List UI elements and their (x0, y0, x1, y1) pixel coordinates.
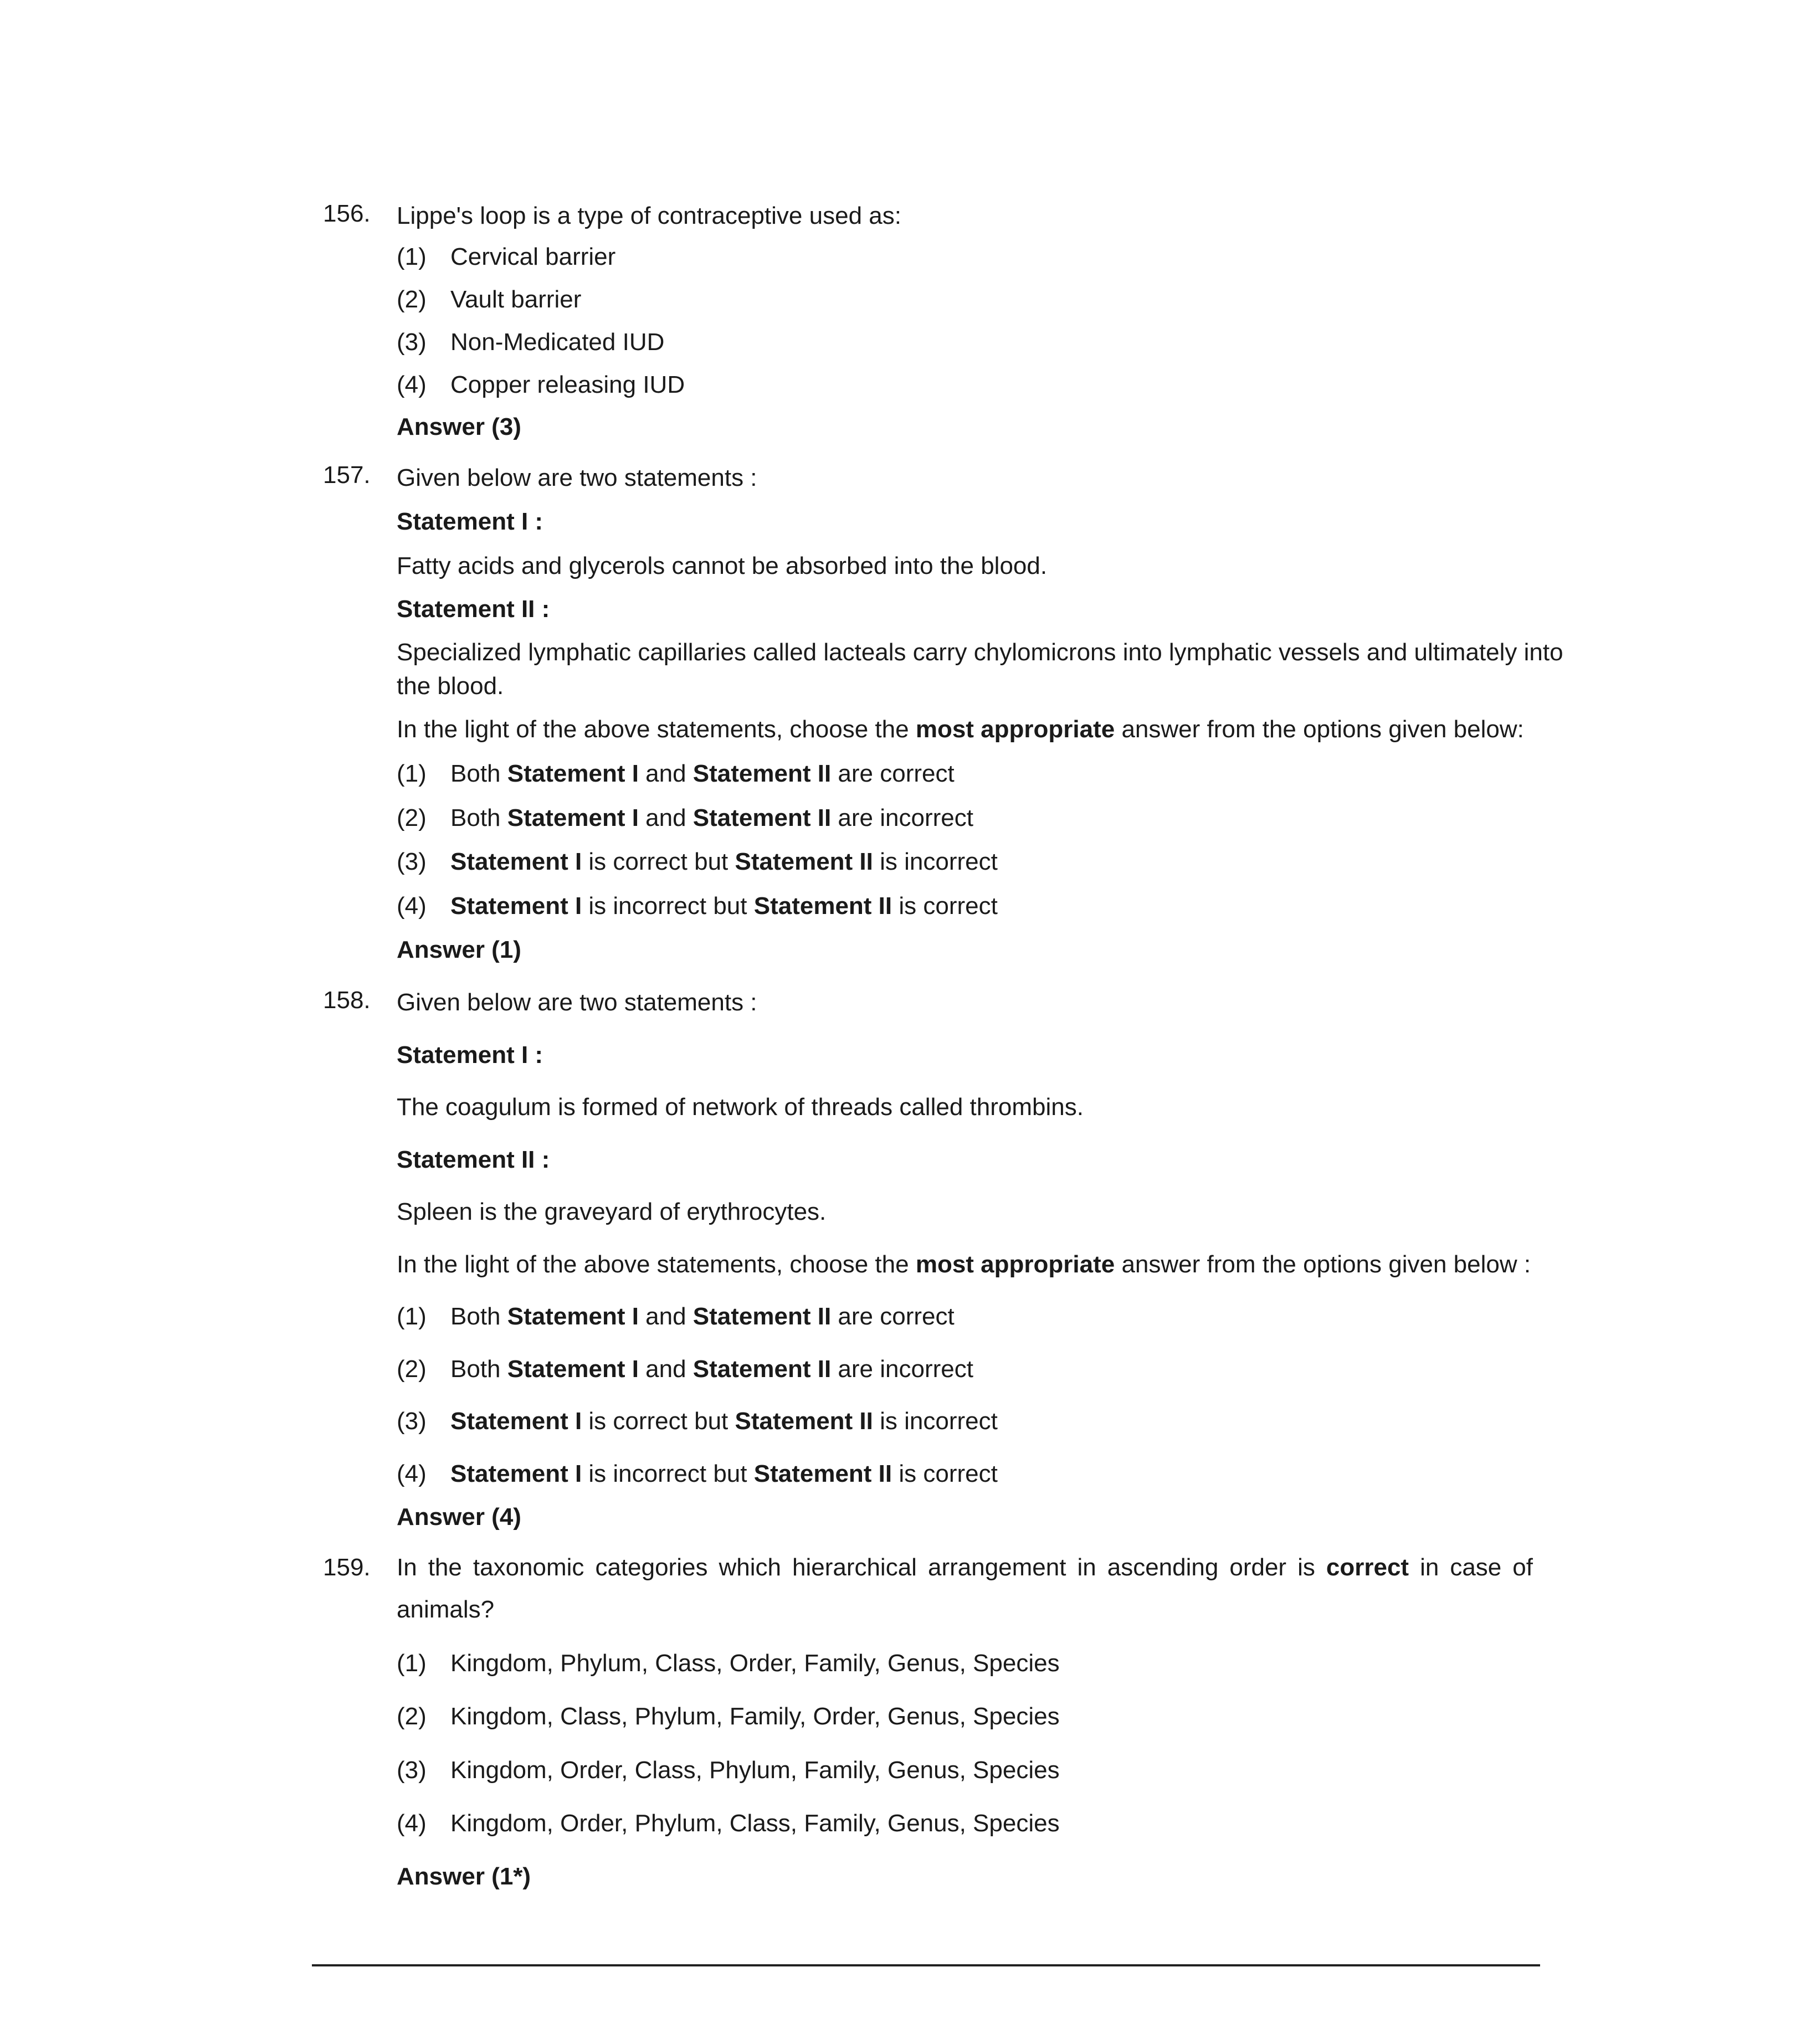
question-number: 159. (323, 1554, 371, 1581)
instruction-text: In the light of the above statements, choose the most appropriate answer from the options given below: (397, 716, 1524, 743)
option-text: Both Statement I and Statement II are incorrect (450, 1355, 973, 1383)
statement-label: Statement I : (397, 508, 543, 535)
option-text: Kingdom, Class, Phylum, Family, Order, Genus, Species (450, 1703, 1060, 1730)
option-text: Statement I is incorrect but Statement II is correct (450, 892, 998, 920)
option-text: Vault barrier (450, 286, 582, 313)
answer-label: Answer (4) (397, 1503, 521, 1531)
option-text: Kingdom, Phylum, Class, Order, Family, Genus, Species (450, 1650, 1060, 1677)
statement-text: Spleen is the graveyard of erythrocytes. (397, 1198, 827, 1225)
question-stem: Lippe's loop is a type of contraceptive used as: (397, 202, 901, 229)
option-number: (3) (397, 848, 427, 875)
option-number: (2) (397, 286, 427, 313)
option-text: Both Statement I and Statement II are incorrect (450, 804, 973, 831)
answer-label: Answer (1*) (397, 1863, 531, 1890)
option-number: (4) (397, 892, 427, 920)
statement-text: The coagulum is formed of network of threads called thrombins. (397, 1093, 1084, 1121)
option-number: (4) (397, 1810, 427, 1837)
option-text: Statement I is correct but Statement II is incorrect (450, 1408, 998, 1435)
option-number: (4) (397, 371, 427, 398)
question-stem: Given below are two statements : (397, 464, 757, 491)
option-text: Cervical barrier (450, 243, 616, 270)
option-text: Copper releasing IUD (450, 371, 685, 398)
option-text: Both Statement I and Statement II are correct (450, 1303, 955, 1330)
option-text: Both Statement I and Statement II are correct (450, 760, 955, 787)
statement-label: Statement I : (397, 1041, 543, 1069)
question-number: 158. (323, 987, 371, 1014)
option-number: (3) (397, 328, 427, 356)
option-text: Statement I is incorrect but Statement II is correct (450, 1460, 998, 1487)
option-text: Kingdom, Order, Phylum, Class, Family, Genus, Species (450, 1810, 1060, 1837)
option-number: (2) (397, 804, 427, 831)
instruction-text: In the light of the above statements, choose the most appropriate answer from the options given below : (397, 1251, 1531, 1278)
option-number: (4) (397, 1460, 427, 1487)
question-stem: In the taxonomic categories which hierarchical arrangement in ascending order is correct in case of (397, 1554, 1533, 1581)
option-number: (1) (397, 1303, 427, 1330)
statement-label: Statement II : (397, 595, 550, 623)
question-stem-continued: animals? (397, 1596, 495, 1623)
option-number: (1) (397, 243, 427, 270)
option-text: Statement I is correct but Statement II is incorrect (450, 848, 998, 875)
option-number: (2) (397, 1703, 427, 1730)
option-number: (1) (397, 760, 427, 787)
option-number: (1) (397, 1650, 427, 1677)
option-text: Kingdom, Order, Class, Phylum, Family, Genus, Species (450, 1757, 1060, 1784)
question-number: 156. (323, 200, 371, 227)
statement-text-continued: the blood. (397, 672, 504, 700)
option-number: (2) (397, 1355, 427, 1383)
question-number: 157. (323, 461, 371, 489)
option-text: Non-Medicated IUD (450, 328, 665, 356)
statement-text: Specialized lymphatic capillaries called lacteals carry chylomicrons into lymphatic vessels and ultimately into (397, 639, 1563, 666)
option-number: (3) (397, 1408, 427, 1435)
answer-label: Answer (3) (397, 413, 521, 440)
statement-text: Fatty acids and glycerols cannot be absorbed into the blood. (397, 552, 1048, 579)
statement-label: Statement II : (397, 1146, 550, 1173)
question-stem: Given below are two statements : (397, 989, 757, 1016)
option-number: (3) (397, 1757, 427, 1784)
footer-rule (312, 1964, 1540, 1966)
answer-label: Answer (1) (397, 936, 521, 963)
